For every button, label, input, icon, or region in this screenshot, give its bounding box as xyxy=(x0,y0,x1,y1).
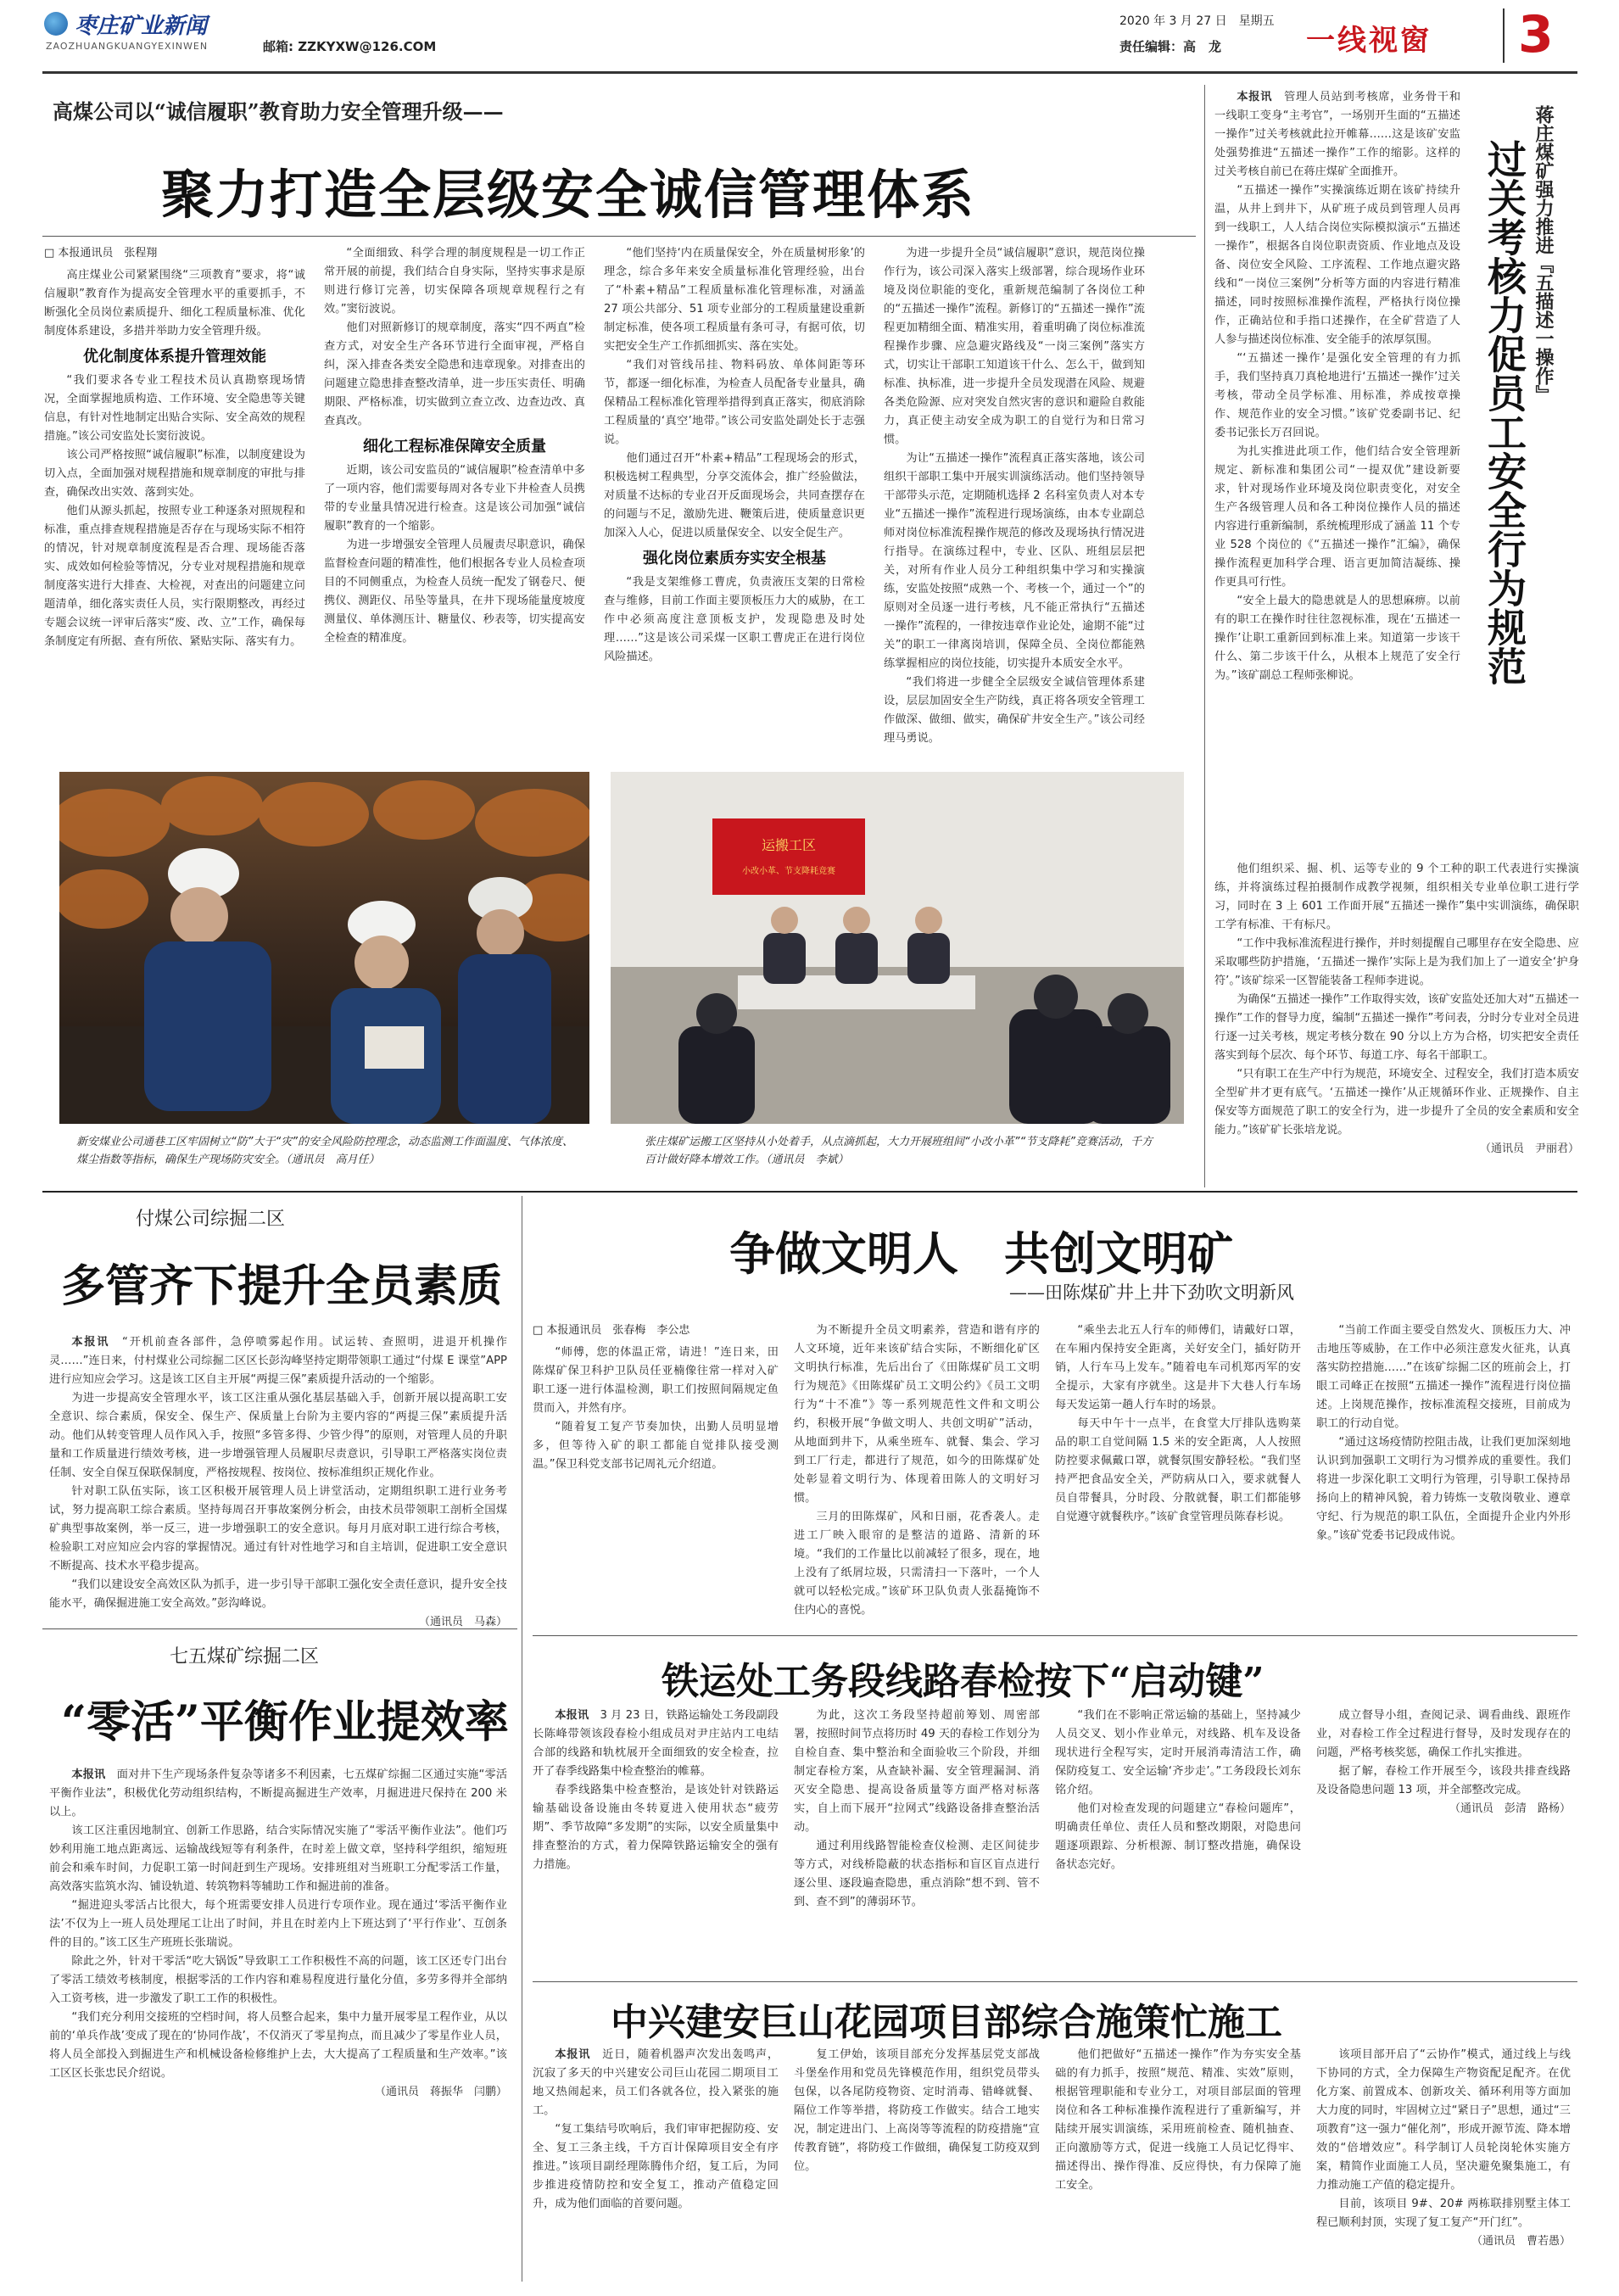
story4-p1 xyxy=(49,1766,507,1822)
story5-p4: 三月的田陈煤矿，风和日丽，花香袭人。走进工厂映入眼帘的是整洁的道路、清新的环境。“我们的工作量比以前减轻了很多，现在，地上没有了纸屑垃圾，只需清扫一下落叶，一个人就可以轻松完成。”该矿环卫队负责人张磊掩饰不住内心的喜悦。 xyxy=(794,1511,1040,1617)
story6-p4: 通过利用线路智能检查仪检测、走区间徒步等方式，对线桥隐蔽的状态指标和盲区盲点进行逐公里、逐段遍查隐患，重点消除“想不到、管不到、查不到”的薄弱环节。 xyxy=(794,1840,1040,1908)
paper-name: 枣庄矿业新闻 xyxy=(75,14,208,39)
story1-kicker: 高煤公司以“诚信履职”教育助力安全管理升级—— xyxy=(53,99,504,124)
story6-sign: （通讯员 彭清 路杨） xyxy=(1449,1802,1571,1815)
story4-p4: 除此之外，针对干零活“吃大锅饭”导致职工工作积极性不高的问题，该工区还专门出台了零活工绩效考核制度，根据零活的工作内容和难易程度进行量化分值，多劳多得并全部纳入工资考核，进一步激发了职工工作的积极性。 xyxy=(49,1955,507,2005)
story1-p6: 近期，该公司安监员的“诚信履职”检查清单中多了一项内容，他们需要每周对各专业下井检查人员携带的专业量具情况进行检查。这是该公司加强“诚信履职”教育的一个缩影。 xyxy=(324,464,585,533)
story7-sign: （通讯员 曹若愚） xyxy=(1471,2235,1571,2248)
story2-p1-text: 管理人员站到考核席，业务骨干和一线职工变身“主考官”，一场别开生面的“五描述一操作”过关考核就此拉开帷幕……这是该矿安监处强势推进“五描述一操作”工作的缩影。这样的过关考核自前已在蒋庄煤矿全面推开。 xyxy=(1214,91,1461,178)
story2-headline: 过关考核力促员工安全行为规范 xyxy=(1482,139,1527,685)
story5-headline: 争做文明人 共创文明矿 xyxy=(729,1226,1233,1281)
story3-body xyxy=(49,1333,507,1632)
story7-p4: 他们把做好“五描述一操作”作为夯实安全基础的有力抓手，按照“规范、精准、实效”原则，根据管理职能和专业分工，对项目部层面的管理岗位和各工种标准操作流程进行了重新编写，并陆续开展实训演练，采用班前检查、随机抽查、正向激励等方式，促进一线施工人员记忆得牢、描述得出、操作得准、反应得快，有力保障了施工安全。 xyxy=(1055,2048,1301,2192)
email: 邮箱: ZZKYXW@126.COM xyxy=(263,39,437,54)
story3-p2: 为进一步提高安全管理水平，该工区注重从强化基层基础入手，创新开展以提高职工安全意识、综合素质，保安全、保生产、保质量上台阶为主要内容的“两提三保”素质提升活动。他们从转变管理人员作风入手，按照“多管多得、少管少得”的原则，对管理人员的升职量和工作质量进行绩效考核，进一步增强管理人员履职尽责意识，引导职工严格落实岗位责任制、安全自保互保联保制度，严格按规程、按岗位、按标准组织正规化作业。 xyxy=(49,1392,507,1479)
story1-p7: 为进一步增强安全管理人员履责尽职意识，确保监督检查问题的精准性，他们根据各专业人员检查项目的不同侧重点，为检查人员统一配发了钢卷尺、便携仪、测距仪、吊坠等量具，在井下现场能量度坡度测量仪、单体测压计、糖量仪、秒表等，切实提高安全检查的精准度。 xyxy=(324,539,585,645)
story1-p4: “全面细致、科学合理的制度规程是一切工作正常开展的前提，我们结合自身实际，坚持实事求是原则进行修订完善，切实保障各项规章规程行之有效。”窦衍波说。 xyxy=(324,247,585,316)
story1-p10: 他们通过召开“朴素+精品”工程现场会的形式，积极选树工程典型，分享交流体会，推广经验做法，对质量不达标的专业召开反面现场会，共同查摆存在的问题与不足，激励先进、鞭策后进，使质量意识更加深入人心，促进以质量保安全、以安全促生产。 xyxy=(604,452,865,539)
story4-p2: 该工区注重因地制宜、创新工作思路，结合实际情况实施了“零活平衡作业法”。他们巧妙利用施工地点距离远、运输战线短等有利条件，在时差上做文章，坚持科学组织，缩短班前会和乘车时间，力促职工第一时间赶到生产现场。安排班组对当班职工分配零活工作量，高效落实监筑水沟、铺设轨道、转筑物料等辅助工作和掘进前的准备。 xyxy=(49,1824,507,1893)
section-title: 一线视窗 xyxy=(1306,24,1432,58)
story1-p2: 该公司严格按照“诚信履职”标准，以制度建设为切入点，全面加强对规程措施和规章制度的审批与排查，确保改出实效、落到实处。 xyxy=(44,449,305,499)
story1-p3: 他们从源头抓起，按照专业工种逐条对照规程和标准，重点排查规程措施是否存在与现场实际不相符的情况，针对规章制度流程是否合理、现场能否落实、成效如何检验等情况，分专业对规程措施和规章制度落实进行大排查、大检视，对查出的问题建立问题清单，细化落实责任人员，实行限期整改，再经过专题会议统一评审后落实“废、改、立”工作，确保每条制度定有所据、查有所依、紧贴实际、落实有力。 xyxy=(44,505,305,648)
story4-byline: 本报讯 xyxy=(71,1768,106,1781)
story6-byline: 本报讯 xyxy=(555,1709,589,1722)
story5-p5: “乘坐去北五人行车的师傅们，请戴好口罩，在车厢内保持安全距离，关好安全门，插好防开销，人行车马上发车。”随着电车司机郑丙军的安全提示，大家有序就坐。这是井下大巷人行车场每天发运第一趟人行车时的场景。 xyxy=(1055,1324,1301,1411)
story5-p3: 为不断提升全员文明素养，营造和谐有序的人文环境，近年来该矿结合实际，不断细化矿区文明执行标准，先后出台了《田陈煤矿员工文明行为规范》《田陈煤矿员工文明公约》《员工文明行为“十不准”》等一系列规范性文件和文明公约，积极开展“争做文明人、共创文明矿”活动，从地面到井下，从乘坐班车、就餐、集会、学习到工厂行走，都进行了规范，如今的田陈煤矿处处彰显着文明行为、体现着田陈人的文明好习惯。 xyxy=(794,1324,1040,1505)
story1-p12: 为进一步提升全员“诚信履职”意识，规范岗位操作行为，该公司深入落实上级部署，综合现场作业环境及岗位职能的变化，重新规范编制了各岗位工种的“五描述一操作”流程。新修订的“五描述一操作”流程更加精细全面、精准实用，着重明确了岗位标准流程操作步骤、应急避灾路线及“一岗三案例”落实方式，切实让干部职工知道该干什么、怎么干，做到知标准、执标准，进一步提升全员发现潜在风险、规避各类危险源、应对突发自然灾害的意识和避险自救能力，真正使主动安全成为职工的自觉行为和日常习惯。 xyxy=(884,247,1145,446)
story7-col4 xyxy=(1316,2046,1571,2251)
photo-miners xyxy=(59,772,589,1124)
story1-col3 xyxy=(604,244,865,667)
editor-credit: 责任编辑：高 龙 xyxy=(1119,39,1222,54)
story7-body xyxy=(533,2046,1577,2292)
story2-p7: “工作中我标准流程进行操作，并时刻提醒自己哪里存在安全隐患、应采取哪些防护措施，‘五描述一操作’实际上是为我们加上了一道安全‘护身符’。”该矿综采一区智能装备工程师李进说。 xyxy=(1214,937,1579,987)
story5-col4 xyxy=(1316,1321,1571,1545)
story5-p6: 每天中午十一点半，在食堂大厅排队选购菜品的职工自觉间隔 1.5 米的安全距离，人人按照防控要求佩戴口罩，就餐氛围安静轻松。“我们坚持严把食品安全关，严防病从口入，要求就餐人员自带餐具，分时段、分散就餐，职工们都能够自觉遵守就餐秩序。”该矿食堂管理员陈春杉说。 xyxy=(1055,1417,1301,1523)
story1-byline: □ 本报通讯员 张程翔 xyxy=(44,247,158,260)
story6-p7: 成立督导小组，查阅记录、调看曲线、跟班作业，对春检工作全过程进行督导，及时发现存在的问题，严格考核奖惩，确保工作扎实推进。 xyxy=(1316,1709,1571,1759)
story3-p3: 针对职工队伍实际，该工区积极开展管理人员上讲堂活动，定期组织职工进行业务考试，努力提高职工综合素质。坚持每周召开事故案例分析会，由技术员带领职工剖析全国煤矿典型事故案例，举一反三，进一步增强职工的安全意识。每月月底对职工进行综合考核，检验职工对应知应会内容的掌握情况。通过有针对性地学习和自主培训，促进职工安全意识不断提高、技术水平稳步提高。 xyxy=(49,1485,507,1573)
story7-byline: 本报讯 xyxy=(555,2048,591,2061)
story4-kicker: 七五煤矿综掘二区 xyxy=(170,1646,320,1668)
paper-pinyin: ZAOZHUANGKUANGYEXINWEN xyxy=(46,41,209,52)
story2-byline: 本报讯 xyxy=(1237,91,1273,103)
story4-p1-text: 面对井下生产现场条件复杂等诸多不利因素，七五煤矿综掘二区通过实施“零活平衡作业法”，积极优化劳动组织结构，不断提高掘进生产效率，月掘进进尺保持在 200 米以上。 xyxy=(49,1768,508,1818)
caption-left: 新安煤业公司通巷工区牢固树立“防”大于“灾”的安全风险防控理念，动态监测工作面温度、气体浓度、煤尘指数等指标，确保生产现场防灾安全。（通讯员 高月任） xyxy=(76,1136,573,1166)
story2-sign: （通讯员 尹丽君） xyxy=(1479,1142,1579,1155)
story6-p2: 春季线路集中检查整治，是该处针对铁路运输基础设备设施由冬转夏进入使用状态“疲劳期”、季节故障“多发期”的实际，以安全质量集中排查整治的方式，着力保障铁路运输安全的强有力措施。 xyxy=(533,1784,779,1871)
story2-p8: 为确保“五描述一操作”工作取得实效，该矿安监处还加大对“五描述一操作”工作的督导力度，编制“五描述一操作”考问表，分时分专业对全员进行逐一过关考核，规定考核分数在 90 分以上方为合格，切实把安全责任落实到每个层次、每个环节、每道工序、每名干部职工。 xyxy=(1214,993,1579,1062)
meeting-banner xyxy=(712,818,865,895)
story4-headline: “零活”平衡作业提效率 xyxy=(61,1696,509,1748)
photo-meeting xyxy=(611,772,1184,1124)
story7-col1 xyxy=(533,2046,779,2214)
story1-p14: “我们将进一步健全全层级安全诚信管理体系建设，层层加固安全生产防线，真正将各项安全管理工作做深、做细、做实，确保矿井安全生产。”该公司经理马勇说。 xyxy=(884,676,1145,745)
story1-col1 xyxy=(44,244,305,651)
caption-right: 张庄煤矿运搬工区坚持从小处着手，从点滴抓起，大力开展班组间“小改小革”“节支降耗”竞赛活动，千方百计做好降本增效工作。（通讯员 李斌） xyxy=(645,1136,1153,1166)
story3-rule xyxy=(42,1628,517,1629)
story3-byline: 本报讯 xyxy=(71,1336,110,1349)
story3-kicker: 付煤公司综掘二区 xyxy=(136,1209,286,1230)
story5-p1: “师傅，您的体温正常，请进！”连日来，田陈煤矿保卫科护卫队员任亚楠像往常一样对入矿职工逐一进行体温检测，职工们按照间隔规定鱼贯而入，并然有序。 xyxy=(533,1346,779,1415)
story7-p3: 复工伊始，该项目部充分发挥基层党支部战斗堡垒作用和党员先锋模范作用，组织党员带头包保，以各尾防疫物资、定时消毒、错峰就餐、隔位工作等举措，将防疫工作做实。结合工地实况，制定进出门、上高岗等等流程的防疫措施“宣传教育链”，将防疫工作做细，确保复工防疫双到位。 xyxy=(794,2048,1040,2173)
story6-p1 xyxy=(533,1707,779,1781)
story5-rule xyxy=(533,1635,1577,1636)
story4-sign: （通讯员 蒋振华 闫鹏） xyxy=(374,2086,507,2098)
story5-col2 xyxy=(794,1321,1040,1620)
story1-rule xyxy=(42,236,1196,237)
story7-p5: 该项目部开启了“云协作”模式，通过线上与线下协同的方式，全力保障生产物资配足配齐。在优化方案、前置成本、创新攻关、循环利用等方面加大力度的同时，牢固树立过“紧日子”思想，通过“三项教育”这一强力“催化剂”，形成开源节流、降本增效的“倍增效应”。科学制订人员轮岗轮休实施方案，精简作业面施工人员，坚决避免聚集施工，有力推动施工产值的稳定提升。 xyxy=(1316,2048,1571,2192)
meeting-banner-text: 运搬工区 xyxy=(761,837,817,853)
story6-p3: 为此，这次工务段坚持超前筹划、周密部署，按照时间节点将历时 49 天的春检工作划分为自检自查、集中整治和全面验收三个阶段，并细制定春检方案，从查缺补漏、安全管理漏洞、消灭安全隐患、提高设备质量等方面严格对标落实，自上而下展开“拉网式”线路设备排查整治活动。 xyxy=(794,1709,1040,1834)
header-rule xyxy=(42,71,1577,74)
story2-p2: “五描述一操作”实操演练近期在该矿持续升温，从井上到井下，从矿班子成员到管理人员再到一线职工，人人结合岗位实际模拟演示“五描述一操作”，根据各自岗位职责资质、作业地点及设备、岗位安全风险、工序流程、工作地点避灾路线和“一岗位三案例”分析等方面的内容进行精准描述，同时按照标准操作流程，严格执行岗位操作，正确站位和手指口述操作，在全矿营造了人人参与描述岗位标准、安全能手的浓厚氛围。 xyxy=(1214,184,1460,346)
story5-col3 xyxy=(1055,1321,1301,1527)
story1-body xyxy=(44,244,1198,753)
story1-p8: “他们坚持‘内在质量保安全，外在质量树形象’的理念，综合多年来安全质量标准化管理经验，出台了“朴素+精品”工程质量标准化管理标准，对涵盖 27 项公共部分、51 项专业部分的工程质量建设重新制定标准，使各项工程质量有条可寻，有据可依，切实把安全生产工作抓细抓实、落在实处。 xyxy=(604,247,865,353)
story2-p9: “只有职工在生产中行为规范，环境安全、过程安全，我们打造本质安全型矿井才更有底气。‘五描述一操作’从正规循环作业、正规操作、自主保安等方面规范了职工的安全行为，进一步提升了全员的安全素质和安全能力。”该矿矿长张培龙说。 xyxy=(1214,1068,1579,1137)
story1-sub3: 强化岗位素质夯实安全根基 xyxy=(643,550,826,567)
story4-p3: “掘进迎头零活占比很大，每个班需要安排人员进行专项作业。现在通过‘零活平衡作业法’不仅为上一班人员处理尾工让出了时间，并且在时差内上下班达到了‘平行作业’、互创条件的目的。”该工区生产班班长张瑞说。 xyxy=(49,1899,507,1949)
story1-p5: 他们对照新修订的规章制度，落实“四不两直”检查方式，对安全生产各环节进行全面审视，严格自纠，深入排查各类安全隐患和违章现象。对排查出的问题建立隐患排查整改清单，进一步压实责任、明确期限、严格标准，切实做到立查立改、边查边改、真查真改。 xyxy=(324,321,585,427)
page-divider xyxy=(1503,8,1505,63)
story5-p2: “随着复工复产节奏加快，出勤人员明显增多，但等待入矿的职工都能自觉排队接受测温。”保卫科党支部书记周礼元介绍道。 xyxy=(533,1421,779,1471)
logo-icon xyxy=(44,12,68,36)
story5-p7: “当前工作面主要受自然发火、顶板压力大、冲击地压等威胁，在工作中必须注意发火征兆，认真落实防控措施……”在该矿综掘二区的班前会上，打眼工司峰正在按照“五描述一操作”流程进行岗位描述。上岗规范操作，按标准流程交接班，目前成为职工的行动自觉。 xyxy=(1316,1324,1571,1430)
story6-body xyxy=(533,1707,1577,1961)
story6-col1 xyxy=(533,1707,779,1874)
story5-p8: “通过这场疫情防控阻击战，让我们更加深刻地认识到加强职工文明行为习惯养成的重要性。我们将进一步深化职工文明行为管理，引导职工保持昂扬向上的精神风貌，着力铸炼一支敬岗敬业、遵章守纪、行为规范的职工队伍，全面提升企业内外形象。”该矿党委书记段成伟说。 xyxy=(1316,1436,1571,1542)
story2-bottom-col xyxy=(1214,860,1579,1159)
story7-p2: “复工集结号吹响后，我们审审把握防疫、安全、复工三条主线，千方百计保障项目安全有序推进。”该项目副经理陈腾伟介绍，复工后，为同步推进疫情防控和安全复工，推动产值稳定回升，成为他们面临的首要问题。 xyxy=(533,2123,779,2210)
photo-meeting-image xyxy=(611,772,1184,1124)
issue-date: 2020 年 3 月 27 日 星期五 xyxy=(1119,14,1275,28)
story2-divider xyxy=(1204,85,1205,1187)
story7-p1-text: 近日，随着机器声次发出轰鸣声，沉寂了多天的中兴建安公司巨山花园二期项目工地又热闹起来，员工们各就各位，投入紧张的施工。 xyxy=(533,2048,779,2117)
story5-kicker: ——田陈煤矿井上井下劲吹文明新风 xyxy=(1009,1282,1294,1303)
story1-p13: 为让“五描述一操作”流程真正落实落地，该公司组织干部职工集中开展实训演练活动。他们坚持领导干部带头示范，定期随机选择 2 名科室负责人对本专业“五描述一操作”流程进行现场演练，由本专业副总师对岗位标准流程操作规范的修改及现场执行情况进行指导。在演练过程中，专业、区队、班组层层把关，对所有作业人员分工种组织集中学习和实操演练，安监处按照“成熟一个、考核一个，通过一个”的原则对全员逐一进行考核，凡不能正常执行“五描述一操作”流程的，一律按违章作业论处，逾期不能“过关”的职工一律离岗培训，保障全员、全岗位都能熟练掌握相应的岗位技能，切实提升本质安全水平。 xyxy=(884,452,1145,670)
story1-sub2: 细化工程标准保障安全质量 xyxy=(363,438,546,455)
story6-p5: “我们在不影响正常运输的基础上，坚持减少人员交叉、划小作业单元，对线路、机车及设备现状进行全程写实，定时开展消毒清洁工作，确保防疫复工、安全运输‘齐步走’。”工务段段长刘东铭介绍。 xyxy=(1055,1709,1301,1796)
story2-p1 xyxy=(1214,88,1460,182)
story1-sub1: 优化制度体系提升管理效能 xyxy=(83,348,266,366)
story6-col2 xyxy=(794,1707,1040,1912)
story7-col2 xyxy=(794,2046,1040,2176)
story4-p5: “我们充分利用交接班的空档时间，将人员整合起来，集中力量开展零星工程作业，从以前的‘单兵作战’变成了现在的‘协同作战’，不仅消灭了零星拘点，而且减少了零星作业人员，将人员全部投入到掘进生产和机械设备检修维护上去，大大提高了工程质量和生产效率。”该工区区长张忠民介绍说。 xyxy=(49,2011,507,2080)
story1-headline: 聚力打造全层级安全诚信管理体系 xyxy=(161,164,976,226)
story3-p4: “我们以建设安全高效区队为抓手，进一步引导干部职工强化安全责任意识，提升安全技能水平，确保掘进施工安全高效。”彭沟峰说。 xyxy=(49,1578,507,1610)
story7-headline: 中兴建安巨山花园项目部综合施策忙施工 xyxy=(611,2001,1282,2044)
story6-p1-text: 3 月 23 日，铁路运输处工务段副段长陈峰带领该段春检小组成员对尹庄站内工电结合部的线路和轨枕展开全面细致的安全检查，拉开了春季线路集中检查整治的帷幕。 xyxy=(533,1709,779,1778)
story1-col4 xyxy=(884,244,1145,748)
story5-col1 xyxy=(533,1321,779,1474)
story7-col3 xyxy=(1055,2046,1301,2195)
story1-intro: 高庄煤业公司紧紧围绕“三项教育”要求，将“诚信履职”教育作为提高安全管理水平的重要抓手，不断强化全员岗位素质提升、细化工程质量标准、优化制度体系建设，多措并举助力安全管理升级。 xyxy=(44,269,305,338)
mid-rule xyxy=(42,1191,1577,1193)
story6-p8: 据了解，春检工作开展至今，该段共排查线路及设备隐患问题 13 项，并全部整改完成。 xyxy=(1316,1765,1571,1796)
photo-miners-image xyxy=(59,772,589,1124)
story5-byline: □ 本报通讯员 张春梅 李公忠 xyxy=(533,1324,690,1337)
story2-kicker: 蒋庄煤矿强力推进『五描述一操作』 xyxy=(1532,105,1555,404)
story6-headline: 铁运处工务段线路春检按下“启动键” xyxy=(662,1660,1264,1703)
story6-rule xyxy=(533,1981,1577,1982)
story7-p6: 目前，该项目 9#、20# 两栋联排别墅主体工程已顺利封顶，实现了复工复产“开门红”。 xyxy=(1316,2198,1571,2229)
story3-p1-text: “开机前查各部件，急停喷雾起作用。试运转、查照明，进退开机操作灵……”连日来，付村煤业公司综掘二区区长彭沟峰坚持定期带领职工通过“付煤 E 课堂”APP 进行应知应会学习。这是该工区自主开展“两提三保”素质提升活动的一个缩影。 xyxy=(49,1336,507,1386)
story2-p5: “安全上最大的隐患就是人的思想麻痹。以前有的职工在操作时往往忽视标准，现在‘五描述一操作’让职工重新回到标准上来。知道第一步该干什么、第二步该干什么，从根本上规范了安全行为。”该矿副总工程师张柳说。 xyxy=(1214,595,1460,682)
masthead xyxy=(42,7,1577,68)
story2-p3: “‘五描述一操作’是强化安全管理的有力抓手，我们坚持真刀真枪地进行‘五描述一操作’过关考核，带动全员学标准、用标准，养成按章操作、规范作业的安全习惯。”该矿党委副书记、纪委书记张长万召回说。 xyxy=(1214,352,1460,439)
story3-sign: （通讯员 马森） xyxy=(418,1616,507,1628)
story2-top-col xyxy=(1214,88,1460,685)
story2-p4: 为扎实推进此项工作，他们结合安全管理新规定、新标准和集团公司“一提双优”建设新要求，针对现场作业环境及岗位职责变化，对安全生产各级管理人员和各工种岗位操作人员的描述内容进行重新编制，系统梳理形成了涵盖 11 个专业 528 个岗位的《“五描述一操作”汇编》，确保操作流程更加科学合理、语言更加简洁凝练、操作更具可行性。 xyxy=(1214,445,1460,589)
story1-p11: “我是支架维修工曹虎，负责液压支架的日常检查与维修，目前工作面主要顶板压力大的威胁，在工作中必须高度注意顶板支护，发现隐患及时处理……”这是该公司采煤一区职工曹虎正在进行岗位风险描述。 xyxy=(604,576,865,663)
story2-p6: 他们组织采、掘、机、运等专业的 9 个工种的职工代表进行实操演练，并将演练过程拍摄制作成教学视频，组织相关专业单位职工进行学习，同时在 3 上 601 工作面开展“五描述一操作”集中实训演练，确保职工学有标准、干有标尺。 xyxy=(1214,863,1579,931)
meeting-banner-sub: 小改小革、节支降耗竞赛 xyxy=(742,867,835,876)
story3-headline: 多管齐下提升全员素质 xyxy=(61,1260,503,1312)
story5-body xyxy=(533,1321,1577,1695)
story4-body xyxy=(49,1766,507,2102)
story3-p1 xyxy=(49,1333,507,1389)
story6-p6: 他们对检查发现的问题建立“春检问题库”，明确责任单位、责任人员和整改期限，对隐患问题逐项跟踪、分析根源、制订整改措施，确保设备状态完好。 xyxy=(1055,1802,1301,1871)
page-number: 3 xyxy=(1518,5,1554,64)
story2 xyxy=(1214,88,1579,1216)
story6-col3 xyxy=(1055,1707,1301,1874)
story1-p9: “我们对管线吊挂、物料码放、单体间距等环节，都逐一细化标准，为检查人员配备专业量具，确保精品工程标准化管理举措得到真正落实，彻底消除工程质量的‘真空’地带。”该公司安监处副处长于志强说。 xyxy=(604,359,865,446)
story7-p1 xyxy=(533,2046,779,2120)
story1-p1: “我们要求各专业工程技术员认真勘察现场情况，全面掌握地质构造、工作环境、安全隐患等关键信息，有针对性地制定出贴合实际、安全高效的规程措施。”该公司安监处长窦衍波说。 xyxy=(44,374,305,443)
story6-col4 xyxy=(1316,1707,1571,1818)
story1-col2 xyxy=(324,244,585,648)
